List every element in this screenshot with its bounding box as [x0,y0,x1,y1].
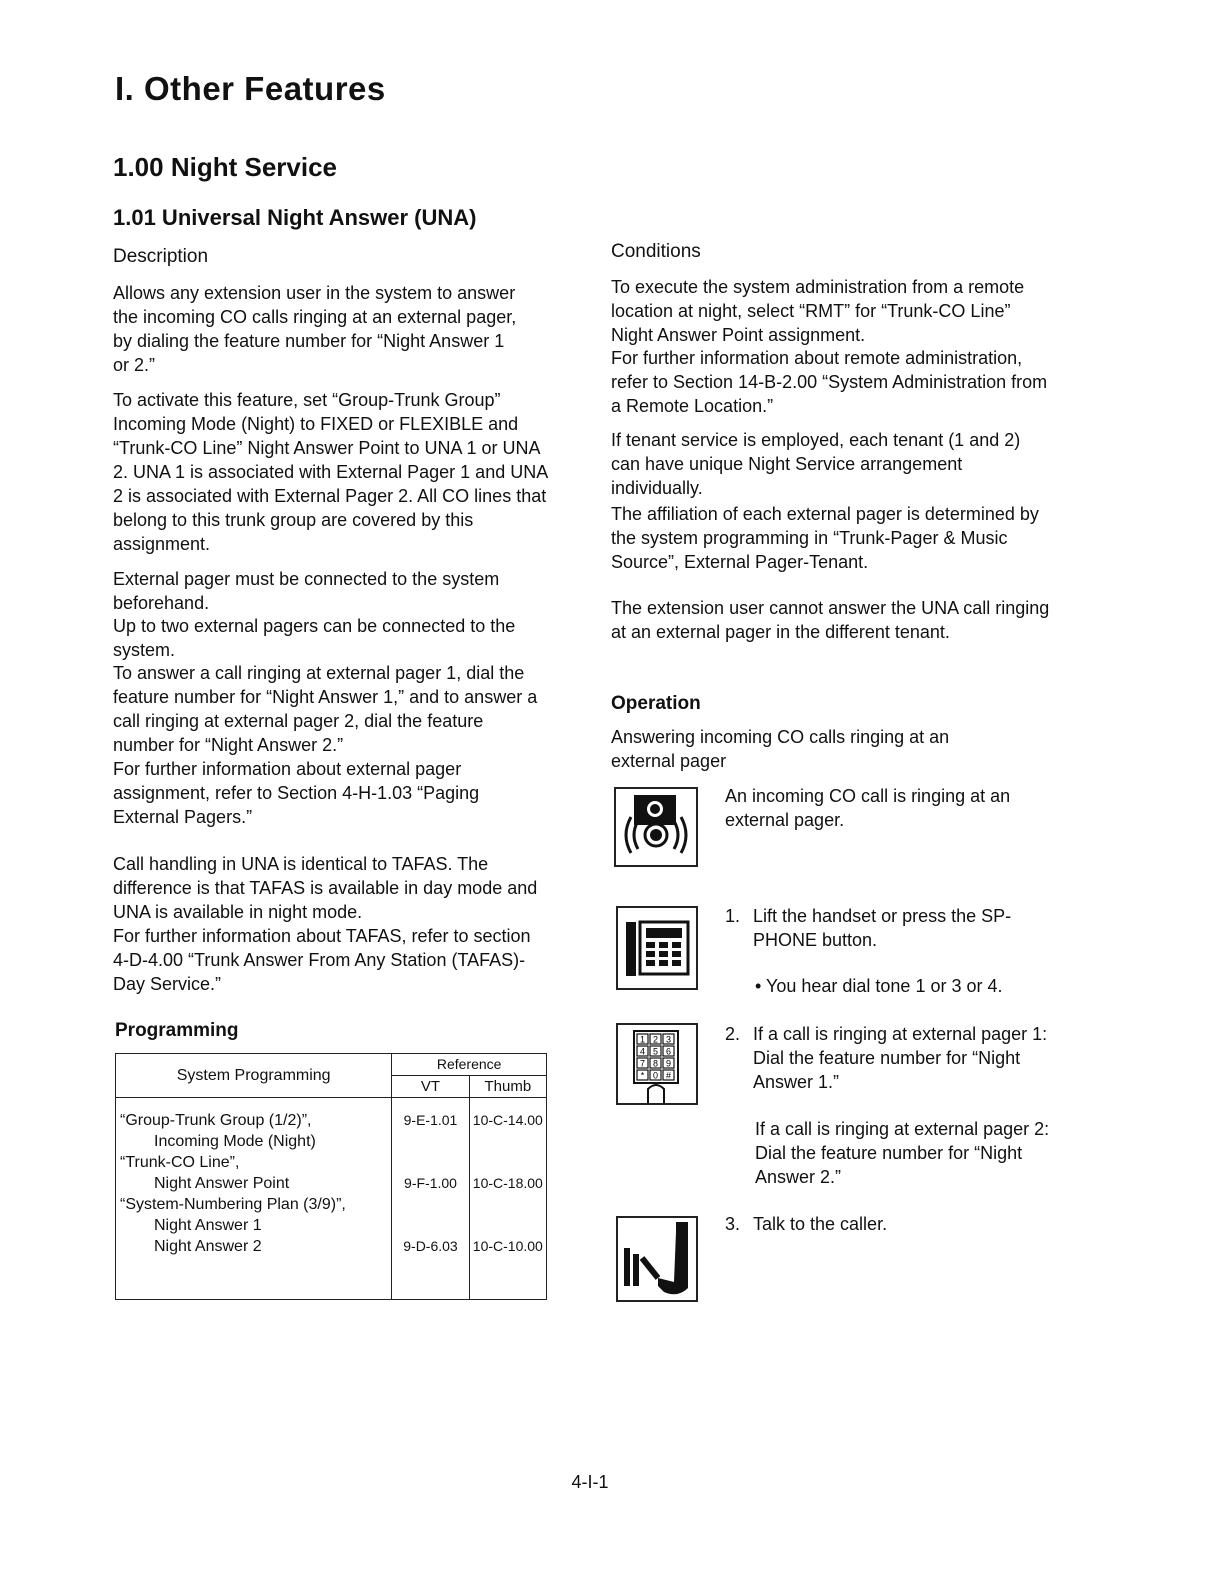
table-row-subitem: Incoming Mode (Night) [154,1133,316,1150]
conditions-paragraph-4: The affiliation of each external pager is determined by the system programming in “Trunk-Pager & Music Source”, External Pager-Tenant. [611,504,1039,572]
step-1 [725,904,1055,952]
description-note-3: To answer a call ringing at external pager 1, dial the feature number for “Night Answer 1,” and to answer a call ringing at external pager 2, dial the feature number for “Night Answer 2.” [113,663,538,755]
description-note-1: External pager must be connected to the system beforehand. [113,569,500,613]
ringing-pager-icon [614,787,698,867]
operation-heading: Operation [611,693,701,714]
description-paragraph-1: Allows any extension user in the system to answer the incoming CO calls ringing at an external pager, by dialing the feature number for “Night Answer 1 or 2.” [113,283,517,375]
programming-table [115,1053,547,1300]
page-number: 4-I-1 [571,1472,609,1492]
description-paragraph-3: Call handling in UNA is identical to TAFAS. The difference is that TAFAS is available in day mode and UNA is available in night mode. [113,854,538,922]
column-header-system-programming: System Programming [116,1054,392,1098]
keypad-key-label: 6 [665,1046,672,1057]
talk-icon-graphic [618,1218,696,1300]
keypad-key-label: 0 [652,1070,659,1081]
column-header-reference: Reference [392,1054,547,1076]
talk-icon [616,1216,698,1302]
keypad-key-label: 5 [652,1046,659,1057]
telephone-icon-graphic [618,908,696,988]
section-title: 1.00 Night Service [113,152,337,182]
keypad-key-label: 2 [652,1034,659,1045]
table-row-subitem: Night Answer 2 [154,1238,262,1255]
step-2 [725,1022,1055,1094]
system-programming-cell [116,1098,392,1300]
description-paragraph-4: For further information about TAFAS, refer to section 4-D-4.00 “Trunk Answer From Any Station (TAFAS)-Day Service.” [113,926,531,994]
ringing-description: An incoming CO call is ringing at an external pager. [725,786,1011,830]
table-row-subitem: Night Answer 1 [154,1217,262,1234]
step-3-number: 3. [725,1214,741,1234]
chapter-title: I. Other Features [115,70,386,107]
operation-intro: Answering incoming CO calls ringing at an external pager [611,727,950,771]
vt-reference: 9-F-1.00 [404,1175,457,1191]
step-2-text-a: If a call is ringing at external pager 1: Dial the feature number for “Night Answer 1.” [753,1024,1048,1092]
step-1-number: 1. [725,906,741,926]
column-header-vt: VT [392,1076,469,1098]
step-1-bullet-text: You hear dial tone 1 or 3 or 4. [765,976,1003,996]
conditions-paragraph-5: The extension user cannot answer the UNA call ringing at an external pager in the different tenant. [611,598,1050,642]
keypad-key-label: 8 [652,1058,659,1069]
step-1-bullet [755,974,1055,998]
table-row-subitem: Night Answer Point [154,1175,290,1192]
conditions-heading: Conditions [611,241,701,262]
table-row-item: “Trunk-CO Line”, Night Answer Point [116,1152,391,1194]
keypad-icon [616,1023,698,1105]
description-paragraph-2: To activate this feature, set “Group-Trunk Group” Incoming Mode (Night) to FIXED or FLEXIBLE and “Trunk-CO Line” Night Answer Point to UNA 1 or UNA 2. UNA 1 is associated with External Pager 1 and UNA 2 is associated with External Pager 2. All CO lines that belong to this trunk group are covered by this assignment. [113,390,548,554]
step-2-number: 2. [725,1024,741,1044]
ringing-pager-icon-graphic [616,789,696,865]
step-1-text: Lift the handset or press the SP-PHONE button. [753,906,1012,950]
keypad-key-label: * [640,1070,645,1081]
table-row-item: “Group-Trunk Group (1/2)”, Incoming Mode (Night) [116,1110,391,1152]
conditions-paragraph-2: For further information about remote administration, refer to Section 14-B-2.00 “System Administration from a Remote Location.” [611,348,1048,416]
vt-reference-cell [392,1098,469,1300]
thumb-reference: 10-C-18.00 [472,1175,543,1191]
description-heading: Description [113,246,209,267]
keypad-key-label: 9 [665,1058,672,1069]
thumb-reference: 10-C-14.00 [472,1112,543,1128]
thumb-reference-cell [469,1098,546,1300]
bullet-icon: • [755,976,766,996]
keypad-key-label: 3 [665,1034,672,1045]
description-note-2: Up to two external pagers can be connected to the system. [113,616,516,660]
thumb-reference: 10-C-10.00 [472,1238,543,1254]
keypad-key-label: # [665,1070,672,1081]
vt-reference: 9-E-1.01 [403,1112,458,1128]
conditions-paragraph-1: To execute the system administration from a remote location at night, select “RMT” for “Trunk-CO Line” Night Answer Point assignment. [611,277,1025,345]
step-3-text: Talk to the caller. [753,1214,888,1234]
step-3 [725,1212,1055,1236]
description-note-4: For further information about external pager assignment, refer to Section 4-H-1.03 “Paging External Pagers.” [113,759,480,827]
keypad-key-label: 1 [639,1034,646,1045]
keypad-key-label: 4 [639,1046,646,1057]
step-2-text-b: If a call is ringing at external pager 2: Dial the feature number for “Night Answer 2.” [755,1119,1050,1187]
table-row-item: “System-Numbering Plan (3/9)”, Night Answer 1 Night Answer 2 [116,1194,391,1257]
programming-heading: Programming [115,1020,239,1041]
subsection-title: 1.01 Universal Night Answer (UNA) [113,205,477,230]
column-header-thumb: Thumb [469,1076,546,1098]
vt-reference: 9-D-6.03 [403,1238,458,1254]
keypad-key-label: 7 [639,1058,646,1069]
keypad-icon-graphic [618,1025,696,1103]
conditions-paragraph-3: If tenant service is employed, each tenant (1 and 2) can have unique Night Service arrangement individually. [611,430,1021,498]
telephone-icon [616,906,698,990]
